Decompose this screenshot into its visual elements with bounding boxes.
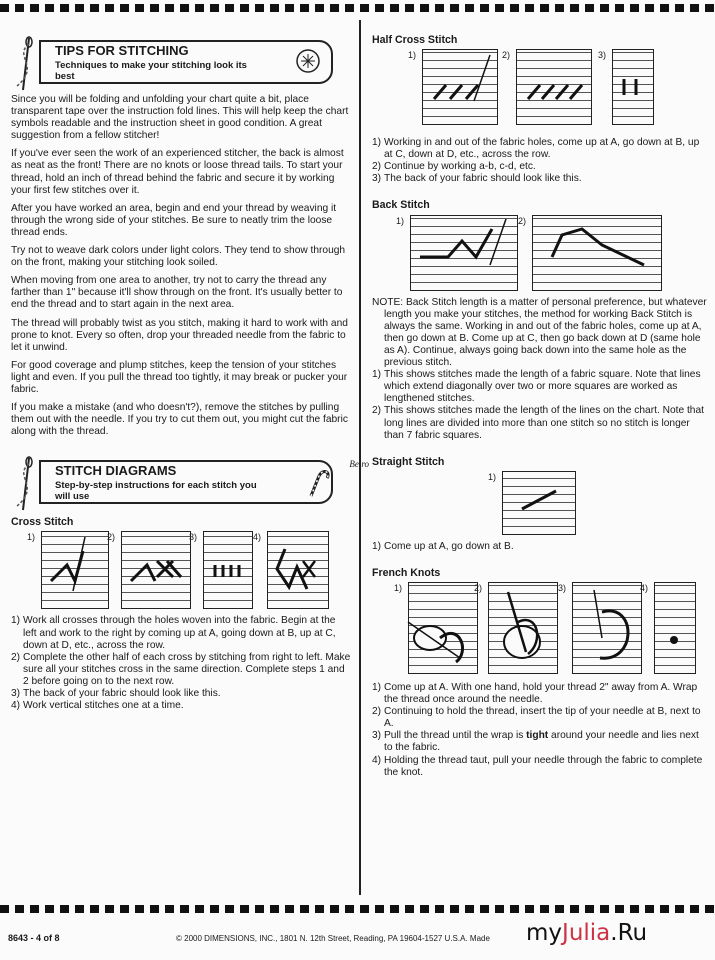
french-knots-heading: French Knots bbox=[372, 566, 441, 579]
cross-stitch-4-drawing bbox=[267, 531, 329, 609]
copyright: © 2000 DIMENSIONS, INC., 1801 N. 12th Street, Reading, PA 19604-1527 U.S.A. Made bbox=[176, 934, 490, 943]
diagrams-subtitle: Step-by-step instructions for each stitch you will use bbox=[55, 480, 257, 503]
step-item: 1) Come up at A. With one hand, hold your thread 2" away from A. Wrap the thread once around the needle. bbox=[372, 681, 698, 706]
back-stitch-2-drawing bbox=[532, 215, 662, 291]
tips-header bbox=[39, 40, 333, 84]
back-stitch-1-drawing bbox=[410, 215, 518, 291]
cross-stitch-diagrams bbox=[11, 531, 351, 611]
half-cross-2-drawing bbox=[516, 49, 592, 125]
right-column bbox=[372, 34, 707, 779]
back-stitch-heading: Back Stitch bbox=[372, 199, 430, 212]
cross-stitch-heading: Cross Stitch bbox=[11, 516, 74, 529]
step-item: 2) Continuing to hold the thread, insert the tip of your needle at B, next to A. bbox=[372, 706, 701, 730]
tips-subtitle: Techniques to make your stitching look its best bbox=[55, 60, 247, 82]
tip-paragraph: If you've ever seen the work of an experienced stitcher, the back is almost as neat as the front! There are no knots or loose thread tails. To start your thread, hold an inch of thread behind the fabric and secure it by working your first few stitches over it. bbox=[11, 148, 344, 196]
cross-stitch-3-drawing bbox=[203, 531, 253, 609]
cross-stitch-steps bbox=[11, 615, 351, 712]
half-cross-diagrams bbox=[372, 49, 707, 133]
panel-label: 4) bbox=[640, 582, 649, 593]
back-stitch-diagrams bbox=[372, 215, 707, 293]
tip-paragraph: Try not to weave dark colors under light colors. They tend to show through on the front, making your stitching look soiled. bbox=[11, 245, 346, 269]
step-item: 2) This shows stitches made the length of the lines on the chart. Note that long lines are divided into more than one stitch so no stitch is longer than 7 fabric squares. bbox=[372, 405, 704, 441]
cross-stitch-2-drawing bbox=[121, 531, 191, 609]
tip-paragraph: After you have worked an area, begin and end your thread by weaving it through the wrong side of your stitches. Be sure to neatly trim the loose thread ends. bbox=[11, 202, 337, 238]
straight-stitch-diagrams bbox=[372, 471, 707, 537]
step-item: 1) Work all crosses through the holes woven into the fabric. Begin at the left and work to the right by coming up at A, going down at B, up at C, down at D, etc., across the row. bbox=[11, 615, 336, 651]
panel-label: 2) bbox=[474, 582, 483, 593]
half-cross-heading: Half Cross Stitch bbox=[372, 34, 458, 46]
straight-stitch-drawing bbox=[502, 471, 576, 535]
panel-label: 3) bbox=[558, 582, 567, 593]
french-knots-steps bbox=[372, 682, 707, 779]
needle-icon bbox=[11, 36, 41, 92]
back-stitch-steps bbox=[372, 369, 707, 442]
panel-label: 1) bbox=[488, 471, 497, 482]
left-column bbox=[11, 40, 369, 712]
tip-paragraph: Since you will be folding and unfolding your chart quite a bit, place transparent tape over the instruction fold lines. This will help keep the chart symbols readable and the instruction sheet in good condition. A great suggestion from a fellow stitcher! bbox=[11, 94, 349, 142]
panel-label: 4) bbox=[253, 532, 262, 543]
french-knot-1-drawing bbox=[400, 582, 483, 674]
half-cross-steps bbox=[372, 137, 707, 185]
french-knot-3-drawing bbox=[572, 582, 642, 674]
straight-stitch-steps bbox=[372, 541, 707, 553]
step-item: 3) The back of your fabric should look like this. bbox=[372, 173, 582, 185]
panel-label: 2) bbox=[502, 50, 511, 61]
step-item: 3) The back of your fabric should look like this. bbox=[11, 688, 221, 699]
tip-paragraph: When moving from one area to another, try not to carry the thread any farther than 1" because it'll show through on the front. It's usually better to end the thread and to start again in the next area. bbox=[11, 275, 343, 311]
step-item: 1) Come up at A, go down at B. bbox=[372, 540, 514, 552]
step-item: 3) Pull the thread until the wrap is tight around your needle and lies next to the fabric. bbox=[372, 730, 699, 754]
panel-label: 1) bbox=[27, 532, 36, 543]
ornament-icon bbox=[295, 48, 321, 74]
page-code: 8643 - 4 of 8 bbox=[8, 933, 60, 943]
tip-paragraph: For good coverage and plump stitches, keep the tension of your stitches light and even. If you pull the thread too tightly, it may break or pucker your fabric. bbox=[11, 359, 348, 395]
signature: Beiro bbox=[349, 459, 369, 470]
panel-label: 2) bbox=[107, 532, 116, 543]
half-cross-3-drawing bbox=[612, 49, 654, 125]
tips-title: TIPS FOR STITCHING bbox=[55, 43, 189, 58]
step-item: 1) Working in and out of the fabric holes, come up at A, go down at B, up at C, down at D, etc., across the row. bbox=[372, 137, 700, 161]
french-knot-2-drawing bbox=[488, 582, 558, 674]
panel-label: 3) bbox=[598, 50, 607, 61]
panel-label: 1) bbox=[396, 215, 405, 226]
diagrams-header bbox=[39, 459, 369, 504]
french-knot-4-drawing bbox=[654, 582, 696, 674]
watermark: myJulia.Ru bbox=[526, 920, 648, 946]
diagrams-title: STITCH DIAGRAMS bbox=[55, 463, 177, 479]
needle-icon bbox=[11, 456, 41, 512]
tips-body bbox=[11, 94, 351, 438]
panel-label: 1) bbox=[394, 582, 403, 593]
half-cross-1-drawing bbox=[422, 49, 498, 125]
step-item: 2) Continue by working a-b, c-d, etc. bbox=[372, 161, 536, 173]
panel-label: 2) bbox=[518, 215, 527, 226]
panel-label: 3) bbox=[189, 532, 198, 543]
french-knots-diagrams bbox=[372, 582, 707, 678]
cross-stitch-1-drawing bbox=[41, 531, 109, 609]
candy-cane-icon bbox=[305, 466, 333, 498]
step-item: 4) Work vertical stitches one at a time. bbox=[11, 700, 184, 712]
step-item: 2) Complete the other half of each cross by stitching from right to left. Make sure all your stitches cross in the same direction. Complete steps 1 and 2 before going on to the next row. bbox=[11, 651, 351, 687]
step-item: 1) This shows stitches made the length of a fabric square. Note that lines which extend diagonally over two or more squares are worked as lengthened stitches. bbox=[372, 369, 701, 405]
step-item: 4) Holding the thread taut, pull your needle through the fabric to complete the knot. bbox=[372, 754, 703, 778]
panel-label: 1) bbox=[408, 50, 417, 61]
tip-paragraph: If you make a mistake (and who doesn't?), remove the stitches by pulling them out with the needle. If you try to cut them out, you might cut the fabric along with the thread. bbox=[11, 402, 348, 438]
top-border bbox=[0, 4, 715, 12]
straight-stitch-heading: Straight Stitch bbox=[372, 455, 445, 468]
bottom-border bbox=[0, 905, 715, 913]
tip-paragraph: The thread will probably twist as you stitch, making it hard to work with and prone to knot. Every so often, drop your threaded needle from the fabric to let it unwind. bbox=[11, 317, 348, 353]
back-stitch-note: NOTE: Back Stitch length is a matter of personal preference, but whatever length you make your stitches, the method for working Back Stitch is always the same. Working in and out of the fabric holes, come up at A, then go down at B. Come up at C, then go back down at D (same hole as A). Continue, always going back down into the same hole as the previous stitch. bbox=[372, 296, 707, 369]
